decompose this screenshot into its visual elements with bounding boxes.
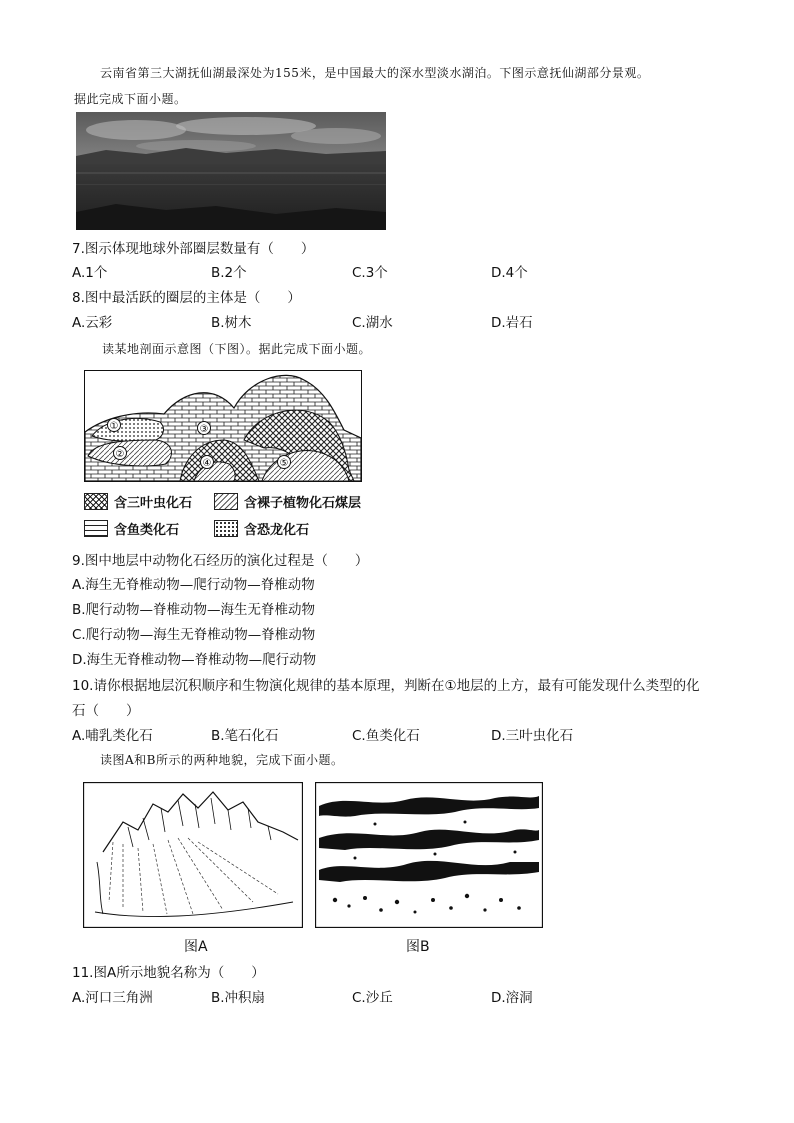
question-8-option-a: A.云彩 xyxy=(72,315,113,331)
legend-swatch-dots xyxy=(214,520,238,537)
question-7-option-d: D.4个 xyxy=(491,265,528,281)
question-7-option-a: A.1个 xyxy=(72,265,108,281)
figure-a-caption: 图A xyxy=(184,939,208,955)
question-10-option-d: D.三叶虫化石 xyxy=(491,728,574,744)
question-7-stem: 7.图示体现地球外部圈层数量有（ ） xyxy=(72,241,315,257)
figure-a-landform xyxy=(83,782,303,928)
lake-photo xyxy=(76,112,386,230)
legend-gymnosperm-label: 含裸子植物化石煤层 xyxy=(244,496,362,511)
legend-swatch-slash xyxy=(214,493,238,510)
question-7-option-c: C.3个 xyxy=(352,265,388,281)
legend-trilobite-label: 含三叶虫化石 xyxy=(114,496,193,511)
question-10-stem: 10.请你根据地层沉积顺序和生物演化规律的基本原理，判断在①地层的上方，最有可能发现什么类型的化 xyxy=(72,678,700,694)
question-8-option-d: D.岩石 xyxy=(491,315,533,331)
legend-dinosaur-label: 含恐龙化石 xyxy=(244,523,310,538)
question-10-option-b: B.笔石化石 xyxy=(211,728,279,744)
question-10-option-c: C.鱼类化石 xyxy=(352,728,420,744)
figure-b-caption: 图B xyxy=(406,939,430,955)
question-11-option-d: D.溶洞 xyxy=(491,990,533,1006)
question-9-option-c: C.爬行动物—海生无脊椎动物—脊椎动物 xyxy=(72,627,316,643)
legend-swatch-brick xyxy=(84,520,108,537)
question-11-stem: 11.图A所示地貌名称为（ ） xyxy=(72,965,265,981)
legend-fish xyxy=(84,519,179,538)
label-1: ① xyxy=(109,421,119,432)
question-9-stem: 9.图中地层中动物化石经历的演化过程是（ ） xyxy=(72,553,369,569)
question-11-option-a: A.河口三角洲 xyxy=(72,990,153,1006)
question-8-option-b: B.树木 xyxy=(211,315,252,331)
legend-dinosaur xyxy=(214,519,309,538)
label-4: ④ xyxy=(202,458,212,469)
question-11-option-b: B.冲积扇 xyxy=(211,990,266,1006)
label-3: ③ xyxy=(199,424,209,435)
label-5: ⑤ xyxy=(279,458,289,469)
question-8-option-c: C.湖水 xyxy=(352,315,393,331)
question-8-stem: 8.图中最活跃的圈层的主体是（ ） xyxy=(72,290,301,306)
legend-trilobite xyxy=(84,492,192,511)
intro-text-1-cont: 据此完成下面小题。 xyxy=(74,92,187,106)
intro-text-1: 云南省第三大湖抚仙湖最深处为155米，是中国最大的深水型淡水湖泊。下图示意抚仙湖部分景观。 xyxy=(100,66,650,80)
intro-text-2: 读某地剖面示意图（下图）。据此完成下面小题。 xyxy=(102,342,372,356)
question-9-option-a: A.海生无脊椎动物—爬行动物—脊椎动物 xyxy=(72,577,315,593)
legend-gymnosperm-coal xyxy=(214,492,361,511)
label-2: ② xyxy=(115,449,125,460)
question-9-option-d: D.海生无脊椎动物—脊椎动物—爬行动物 xyxy=(72,652,317,668)
question-7-option-b: B.2个 xyxy=(211,265,247,281)
question-10-option-a: A.哺乳类化石 xyxy=(72,728,153,744)
geologic-cross-section xyxy=(84,370,362,482)
figure-b-landform xyxy=(315,782,543,928)
question-11-option-c: C.沙丘 xyxy=(352,990,393,1006)
question-9-option-b: B.爬行动物—脊椎动物—海生无脊椎动物 xyxy=(72,602,316,618)
legend-swatch-cross xyxy=(84,493,108,510)
legend-fish-label: 含鱼类化石 xyxy=(114,523,180,538)
intro-text-3: 读图A和B所示的两种地貌，完成下面小题。 xyxy=(100,753,344,767)
question-10-stem-cont: 石（ ） xyxy=(72,703,140,719)
